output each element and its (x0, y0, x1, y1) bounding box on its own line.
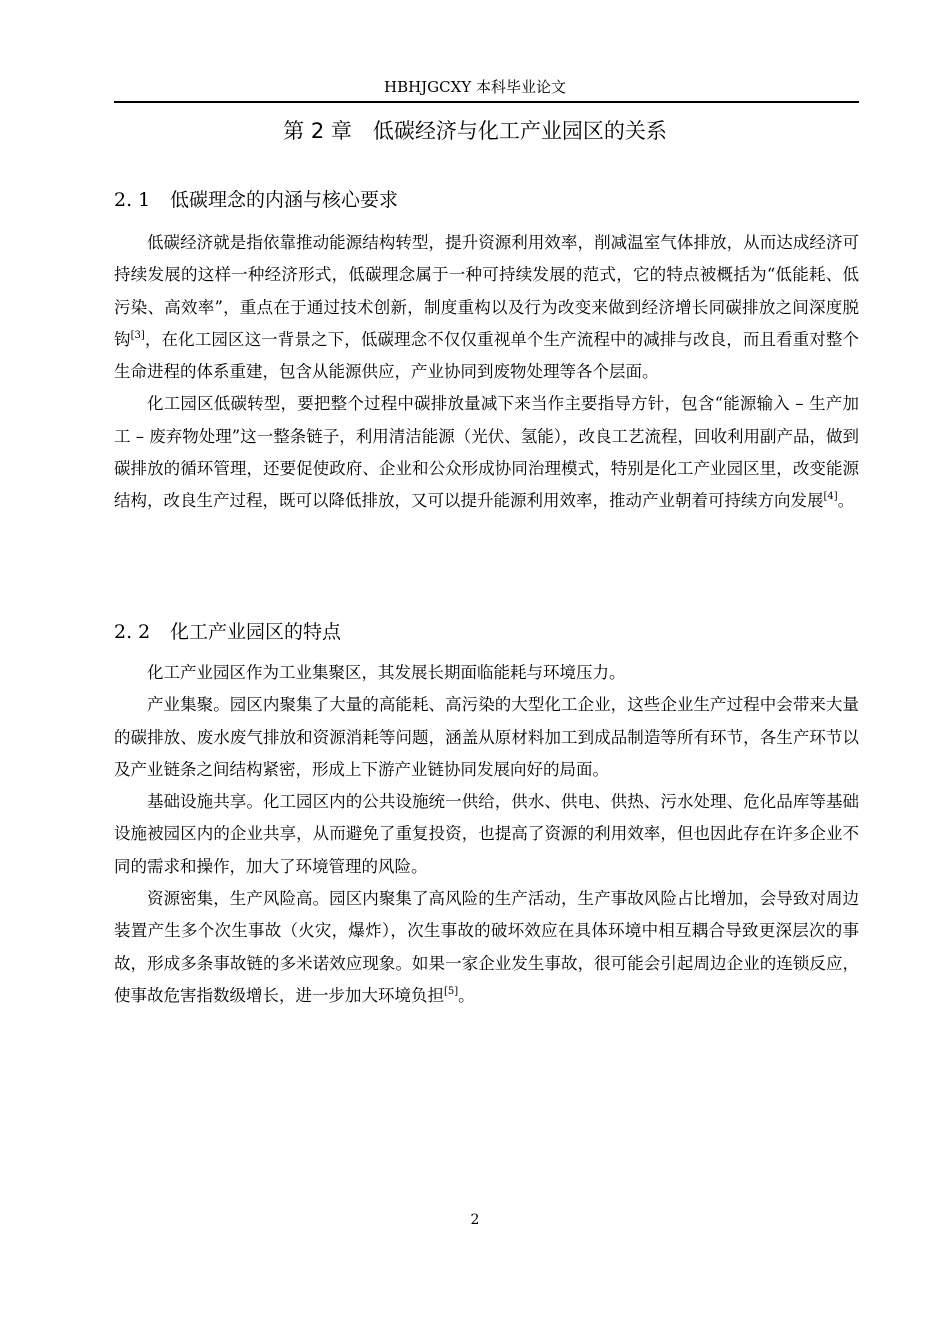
paragraph-text-cont: 。 (458, 985, 475, 1005)
paragraph (114, 883, 859, 1012)
paragraph (114, 689, 859, 786)
section-number: 2. 1 (114, 189, 151, 211)
section-title-text: 低碳理念的内涵与核心要求 (170, 189, 399, 211)
section-title-text: 化工产业园区的特点 (170, 621, 342, 643)
citation: [3] (130, 329, 145, 341)
section-2-2-body (114, 657, 859, 1012)
citation: [4] (823, 491, 838, 503)
paragraph (114, 657, 859, 689)
section-heading-2-2 (114, 619, 341, 645)
paragraph-text-cont: ，在化工园区这一背景之下，低碳理念不仅仅重视单个生产流程中的减排与改良，而且看重对整个生命进程的体系重建，包含从能源供应，产业协同到废物处理等各个层面。 (114, 329, 860, 382)
chapter-title: 第 2 章 低碳经济与化工产业园区的关系 (283, 119, 667, 143)
paragraph-text: 化工产业园区作为工业集聚区，其发展长期面临能耗与环境压力。 (147, 663, 626, 682)
citation: [5] (444, 985, 459, 997)
paragraph-text: 化工园区低碳转型，要把整个过程中碳排放量减下来当作主要指导方针，包含“能源输入 – 生产加工 – 废弃物处理”这一整条链子，利用清洁能源（光伏、氢能），改良工艺流程，回收利用副产品，做到碳排放的循环管理，还要促使政府、企业和公众形成协同治理模式，特别是化工产业园区里，改变能源结构，改良生产过程，既可以降低排放，又可以提升能源利用效率，推动产业朝着可持续方向发展 (114, 394, 859, 511)
paragraph-text-cont: 。 (837, 491, 855, 511)
paragraph-text: 产业集聚。园区内聚集了大量的高能耗、高污染的大型化工企业，这些企业生产过程中会带来大量的碳排放、废水废气排放和资源消耗等问题，涵盖从原材料加工到成品制造等所有环节，各生产环节以及产业链条之间结构紧密，形成上下游产业链协同发展向好的局面。 (114, 695, 859, 779)
running-header: HBHJGCXY 本科毕业论文 (383, 78, 566, 96)
paragraph (114, 388, 859, 517)
paragraph-text: 基础设施共享。化工园区内的公共设施统一供给，供水、供电、供热、污水处理、危化品库等基础设施被园区内的企业共享，从而避免了重复投资，也提高了资源的利用效率，但也因此存在许多企业不同的需求和操作，加大了环境管理的风险。 (114, 792, 859, 876)
page-number: 2 (470, 1212, 480, 1228)
paragraph (114, 227, 859, 388)
paragraph-text: 资源密集，生产风险高。园区内聚集了高风险的生产活动，生产事故风险占比增加，会导致对周边装置产生多个次生事故（火灾，爆炸），次生事故的破坏效应在具体环境中相互耦合导致更深层次的事故，形成多条事故链的多米诺效应现象。如果一家企业发生事故，很可能会引起周边企业的连锁反应，使事故危害指数级增长，进一步加大环境负担 (114, 889, 859, 1005)
section-heading-2-1 (114, 187, 398, 213)
section-2-1-body (114, 227, 859, 518)
paragraph-text: 低碳经济就是指依靠推动能源结构转型，提升资源利用效率，削减温室气体排放，从而达成经济可持续发展的这样一种经济形式，低碳理念属于一种可持续发展的范式，它的特点被概括为“低能耗、低污染、高效率”，重点在于通过技术创新，制度重构以及行为改变来做到经济增长同碳排放之间深度脱钩 (114, 233, 859, 349)
section-number: 2. 2 (114, 621, 151, 643)
header-rule (114, 101, 859, 103)
paragraph (114, 786, 859, 883)
